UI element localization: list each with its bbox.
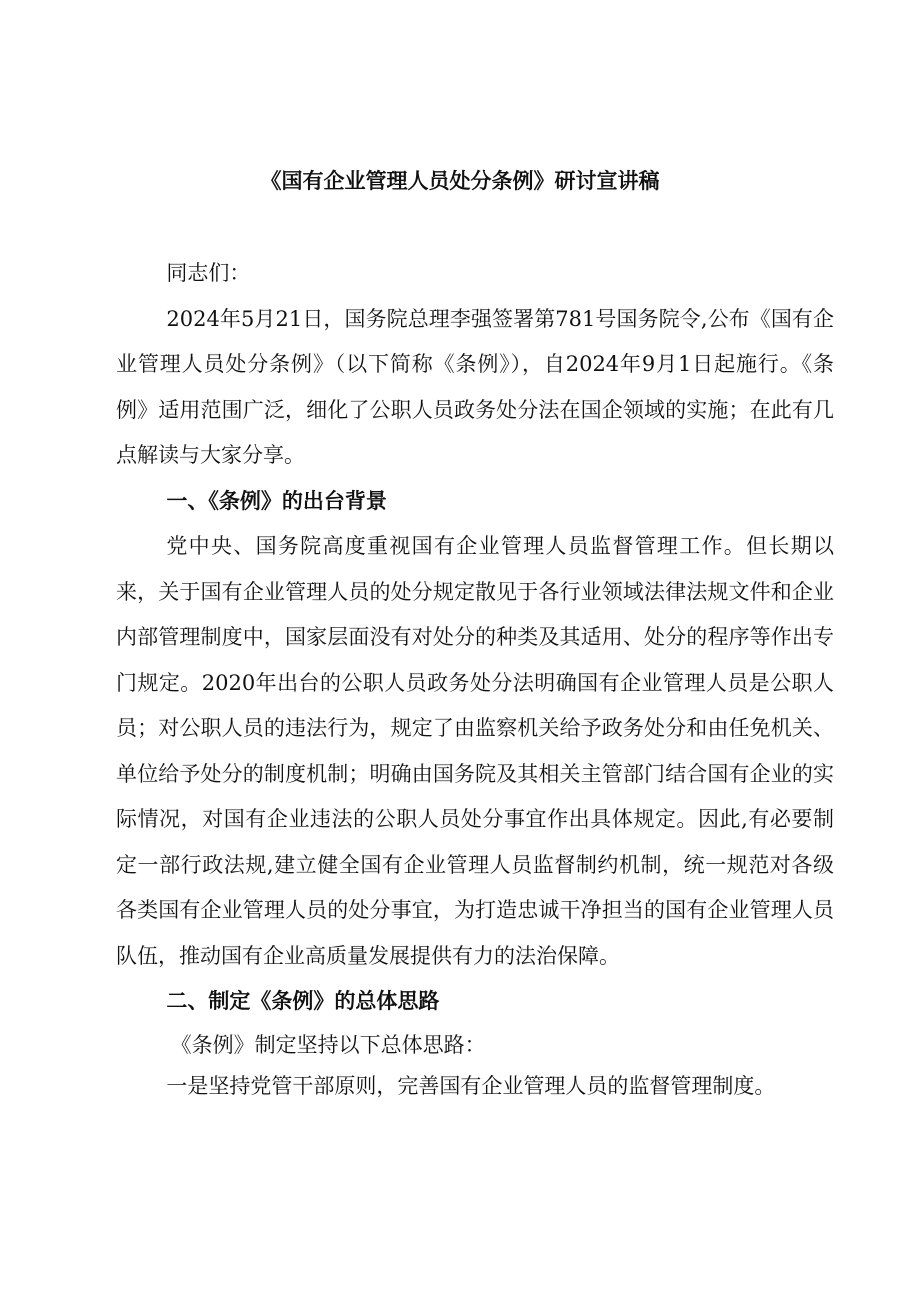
section-1-heading: 一、《条例》的出台背景 xyxy=(166,488,387,513)
section-2-heading: 二、制定《条例》的总体思路 xyxy=(166,989,440,1013)
greeting: 同志们： xyxy=(166,261,251,285)
intro-paragraph: 2024年5月21日，国务院总理李强签署第781号国务院令,公布《国有企业管理人员处分条例》（以下简称《条例》），自2024年9月1日起施行。《条例》适用范围广泛，细化了公职人员政务处分法在国企领域的实施；在此有几点解读与大家分享。 xyxy=(116,306,834,467)
section-1-paragraph: 党中央、国务院高度重视国有企业管理人员监督管理工作。但长期以来，关于国有企业管理人员的处分规定散见于各行业领域法律法规文件和企业内部管理制度中，国家层面没有对处分的种类及其适用、处分的程序等作出专门规定。2020年出台的公职人员政务处分法明确国有企业管理人员是公职人员；对公职人员的违法行为，规定了由监察机关给予政务处分和由任免机关、单位给予处分的制度机制；明确由国务院及其相关主管部门结合国有企业的实际情况，对国有企业违法的公职人员处分事宜作出具体规定。因此,有必要制定一部行政法规,建立健全国有企业管理人员监督制约机制，统一规范对各级各类国有企业管理人员的处分事宜，为打造忠诚干净担当的国有企业管理人员队伍，推动国有企业高质量发展提供有力的法治保障。 xyxy=(116,534,834,968)
section-2-paragraph-2: 一是坚持党管干部原则，完善国有企业管理人员的监督管理制度。 xyxy=(166,1073,776,1098)
document-title: 《国有企业管理人员处分条例》研讨宣讲稿 xyxy=(260,169,660,193)
document-body xyxy=(116,251,834,1107)
section-2-paragraph-1: 《条例》制定坚持以下总体思路： xyxy=(170,1032,486,1057)
